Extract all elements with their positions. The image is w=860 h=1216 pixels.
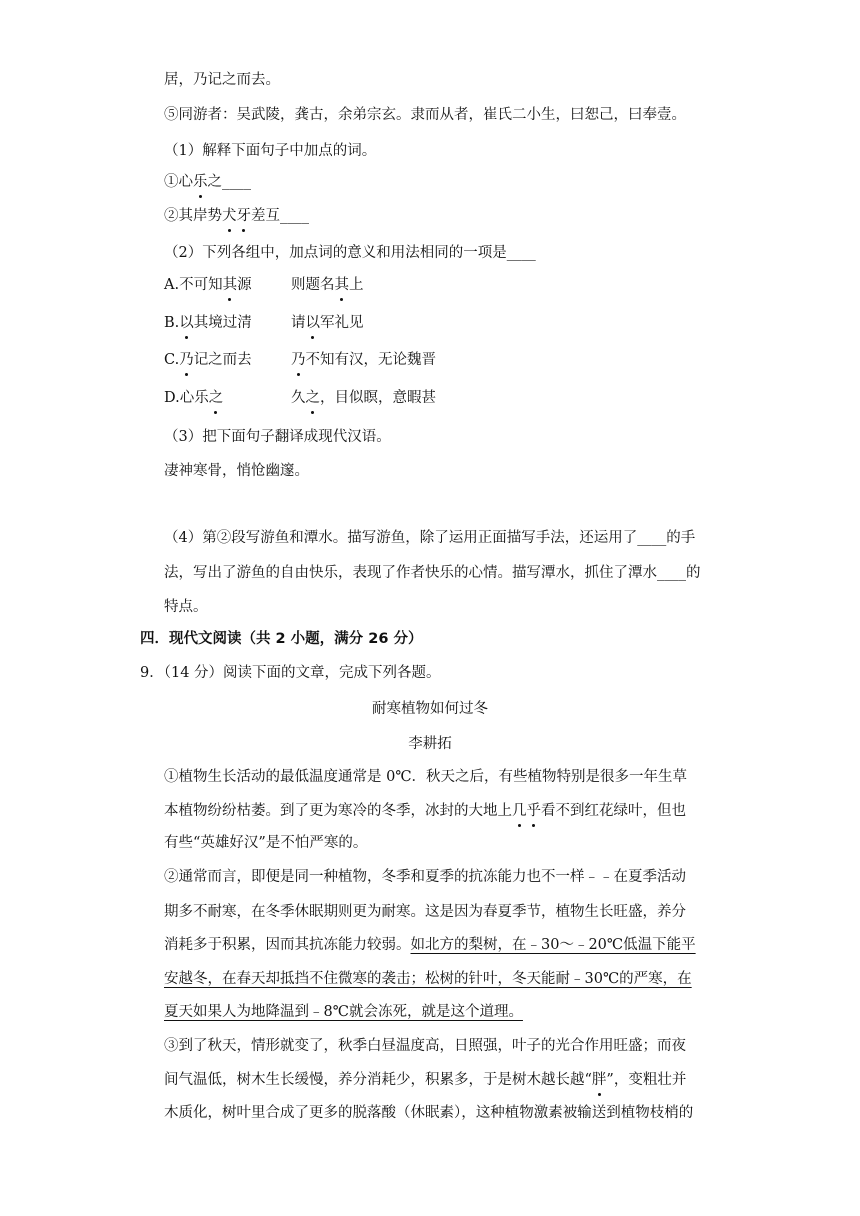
option-a: A.不可知其源 则题名其上 xyxy=(164,277,364,293)
question-3-prompt: （3）把下面句子翻译成现代汉语。 xyxy=(164,429,391,445)
question-1-item-b: ②其岸势犬牙差互____ xyxy=(164,208,309,224)
question-1-prompt: （1）解释下面句子中加点的词。 xyxy=(164,143,377,159)
question-9-prompt: 9．（14 分）阅读下面的文章，完成下列各题。 xyxy=(140,665,441,681)
question-4-line-2: 法，写出了游鱼的自由快乐，表现了作者快乐的心情。描写潭水，抓住了潭水____的 xyxy=(164,565,701,581)
question-4-line-3: 特点。 xyxy=(164,599,208,615)
article-p1-line-2: 本植物纷纷枯萎。到了更为寒冷的冬季，冰封的大地上几乎看不到红花绿叶，但也 xyxy=(164,803,686,819)
article-p3-line-1: ③到了秋天，情形就变了，秋季白昼温度高，日照强，叶子的光合作用旺盛；而夜 xyxy=(164,1038,686,1054)
option-b: B.以其境过清 请以军礼见 xyxy=(164,315,364,331)
option-d: D.心乐之 久之，目似瞑，意暇甚 xyxy=(164,390,436,406)
article-p3-line-2: 间气温低，树木生长缓慢，养分消耗少，积累多，于是树木越长越“胖”，变粗壮并 xyxy=(164,1072,687,1088)
article-p2-line-3: 消耗多于积累，因而其抗冻能力较弱。如北方的梨树，在﹣30～﹣20℃低温下能平 xyxy=(164,937,696,953)
article-author: 李耕拓 xyxy=(408,736,452,752)
paragraph-5: ⑤同游者：吴武陵，龚古，余弟宗玄。隶而从者，崔氏二小生，曰恕己，曰奉壹。 xyxy=(164,107,686,123)
article-title: 耐寒植物如何过冬 xyxy=(372,701,488,717)
question-4-line-1: （4）第②段写游鱼和潭水。描写游鱼，除了运用正面描写手法，还运用了____的手 xyxy=(164,530,696,546)
article-p2-line-4: 安越冬，在春天却抵挡不住微寒的袭击；松树的针叶，冬天能耐﹣30℃的严寒，在 xyxy=(164,971,692,987)
article-p2-line-5: 夏天如果人为地降温到﹣8℃就会冻死，就是这个道理。 xyxy=(164,1004,523,1020)
article-p1-line-3: 有些“英雄好汉”是不怕严寒的。 xyxy=(164,835,368,851)
option-c: C.乃记之而去 乃不知有汉，无论魏晋 xyxy=(164,352,436,368)
article-p3-line-3: 木质化，树叶里合成了更多的脱落酸（休眠素），这种植物激素被输送到植物枝梢的 xyxy=(164,1105,694,1121)
question-2-prompt: （2）下列各组中，加点词的意义和用法相同的一项是____ xyxy=(164,245,536,261)
article-p2-line-2: 期多不耐寒，在冬季休眠期则更为耐寒。这是因为春夏季节，植物生长旺盛，养分 xyxy=(164,904,686,920)
article-p2-line-1: ②通常而言，即便是同一种植物，冬季和夏季的抗冻能力也不一样﹣﹣在夏季活动 xyxy=(164,869,686,885)
question-1-item-a: ①心乐之____ xyxy=(164,174,251,190)
passage-end-line: 居，乃记之而去。 xyxy=(164,72,280,88)
section-4-heading: 四．现代文阅读（共 2 小题，满分 26 分） xyxy=(140,631,423,647)
question-3-sentence: 凄神寒骨，悄怆幽邃。 xyxy=(164,463,309,479)
article-p1-line-1: ①植物生长活动的最低温度通常是 0℃．秋天之后，有些植物特别是很多一年生草 xyxy=(164,769,688,785)
